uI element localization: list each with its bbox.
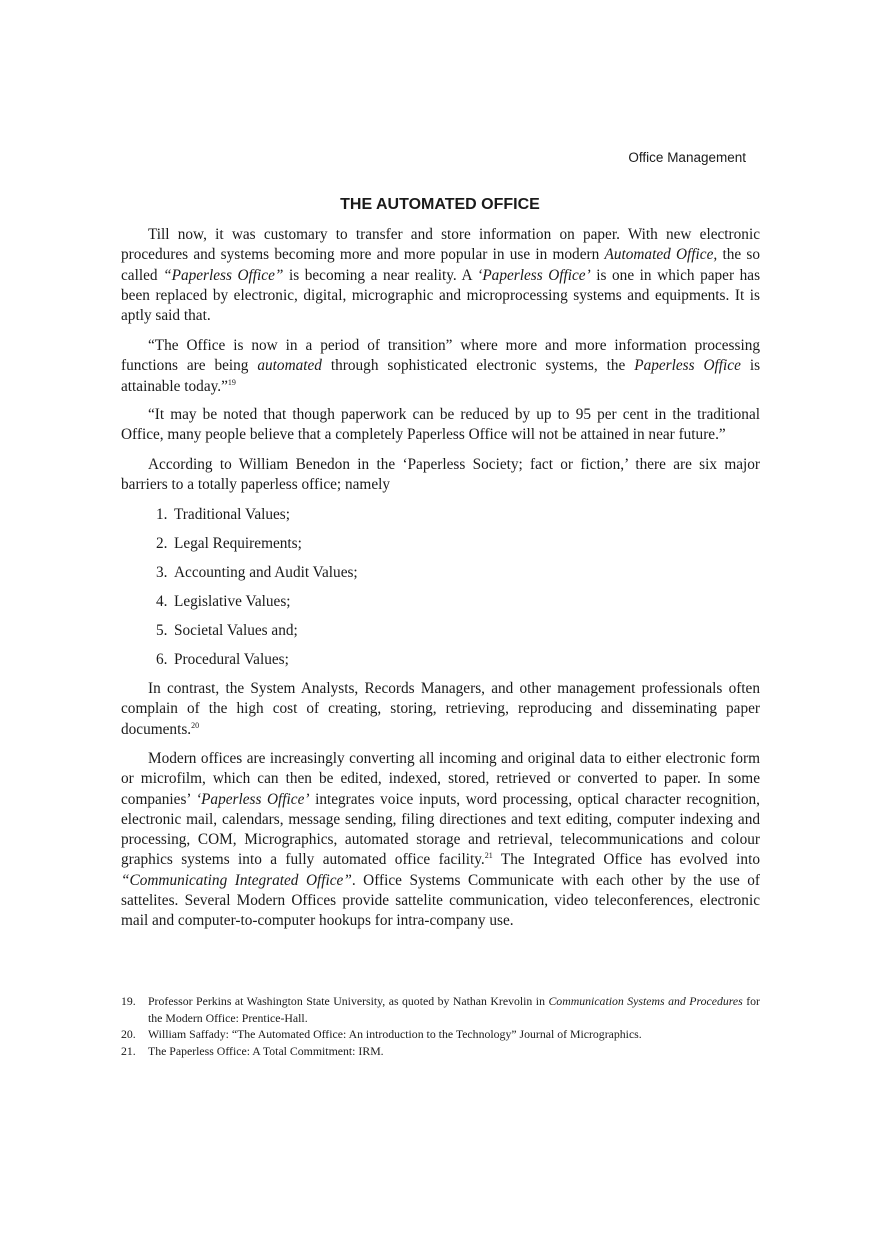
list-item: 4. Legislative Values; [156,593,291,610]
list-item-text: Legislative Values; [174,593,291,610]
running-header: Office Management [628,150,746,165]
section-title: THE AUTOMATED OFFICE [340,196,540,213]
list-item: 5. Societal Values and; [156,622,298,639]
text: The Integrated Office has evolved into [492,851,760,869]
text: “The Office is now in a period of transition” where more and more information processing functions are being [121,337,760,375]
emphasis: Paperless Office [634,357,741,375]
text: William Saffady: “The Automated Office: An introduction to the Technology” Journal of Micrographics. [148,1027,642,1041]
text: for the Modern Office: Prentice-Hall. [148,994,760,1025]
paragraph-3: “It may be noted that though paperwork can be reduced by up to 95 per cent in the traditional Office, many people believe that a completely Paperless Office will not be attained in near future.” [121,406,760,444]
emphasis: automated [257,357,322,375]
footnote-ref: 19 [227,377,236,387]
text: is attainable today.” [121,357,761,395]
paragraph-1 [121,225,760,326]
footnote-ref: 21 [484,851,493,861]
list-item: 6. Procedural Values; [156,651,289,668]
footnote-20 [121,1026,760,1043]
text: The Paperless Office: A Total Commitment: IRM. [148,1044,384,1058]
emphasis: ‘Paperless Office’ [477,266,591,284]
text: Modern offices are increasingly converting all incoming and original data to either electronic form or microfilm, which can then be edited, indexed, stored, retrieved or converted to paper. In some companies’ [121,750,760,808]
list-item: 2. Legal Requirements; [156,535,302,552]
text: integrates voice inputs, word processing, optical character recognition, electronic mail, calendars, message sending, filing directiones and text editing, computer indexing and processing, COM, Micrographics, automated storage and retrieval, telecommunications and colour graphics systems into a fully automated office facility. [121,790,760,869]
footnote-ref: 20 [191,720,200,730]
footnote-number: 20. [121,1027,136,1041]
text: through sophisticated electronic systems, the [321,357,635,375]
paragraph-6 [121,749,760,932]
paragraph-4: According to William Benedon in the ‘Paperless Society; fact or fiction,’ there are six major barriers to a totally paperless office; namely [121,456,760,494]
emphasis: Automated Office, [604,246,718,264]
list-item-text: Traditional Values; [174,506,291,523]
list-item: 3. Accounting and Audit Values; [156,564,358,581]
text: is becoming a near reality. A [283,266,478,284]
paragraph-5 [121,679,760,740]
list-item-text: Legal Requirements; [174,535,302,552]
footnote-21 [121,1043,760,1060]
paragraph-2 [121,336,760,397]
text: the so called [121,246,760,284]
text: is one in which paper has been replaced by electronic, digital, micrographic and microprocessing systems and equipments. It is aptly said that. [121,266,761,325]
footnote-19 [121,993,760,1026]
list-item: 1. Traditional Values; [156,506,291,523]
footnote-number: 21. [121,1044,136,1058]
list-item-text: Procedural Values; [174,651,289,668]
footnote-number: 19. [121,994,136,1008]
list-item-text: Accounting and Audit Values; [174,564,358,581]
text: Professor Perkins at Washington State University, as quoted by Nathan Krevolin in [148,994,549,1008]
emphasis: “Communicating Integrated Office” [121,871,352,889]
text: Till now, it was customary to transfer and store information on paper. With new electronic procedures and systems becoming more and more popular in use in modern [121,226,760,264]
emphasis: Communication Systems and Procedures [548,994,743,1008]
list-item-text: Societal Values and; [174,622,298,639]
emphasis: “Paperless Office” [163,266,284,284]
emphasis: ‘Paperless Office’ [195,790,310,808]
text: . Office Systems Communicate with each other by the use of sattelites. Several Modern Offices provide sattelite communication, video teleconferences, electronic mail and computer-to-computer hookups for intra-company use. [121,871,760,930]
text: In contrast, the System Analysts, Records Managers, and other management professionals often complain of the high cost of creating, storing, retrieving, reproducing and disseminating paper documents. [121,680,760,738]
